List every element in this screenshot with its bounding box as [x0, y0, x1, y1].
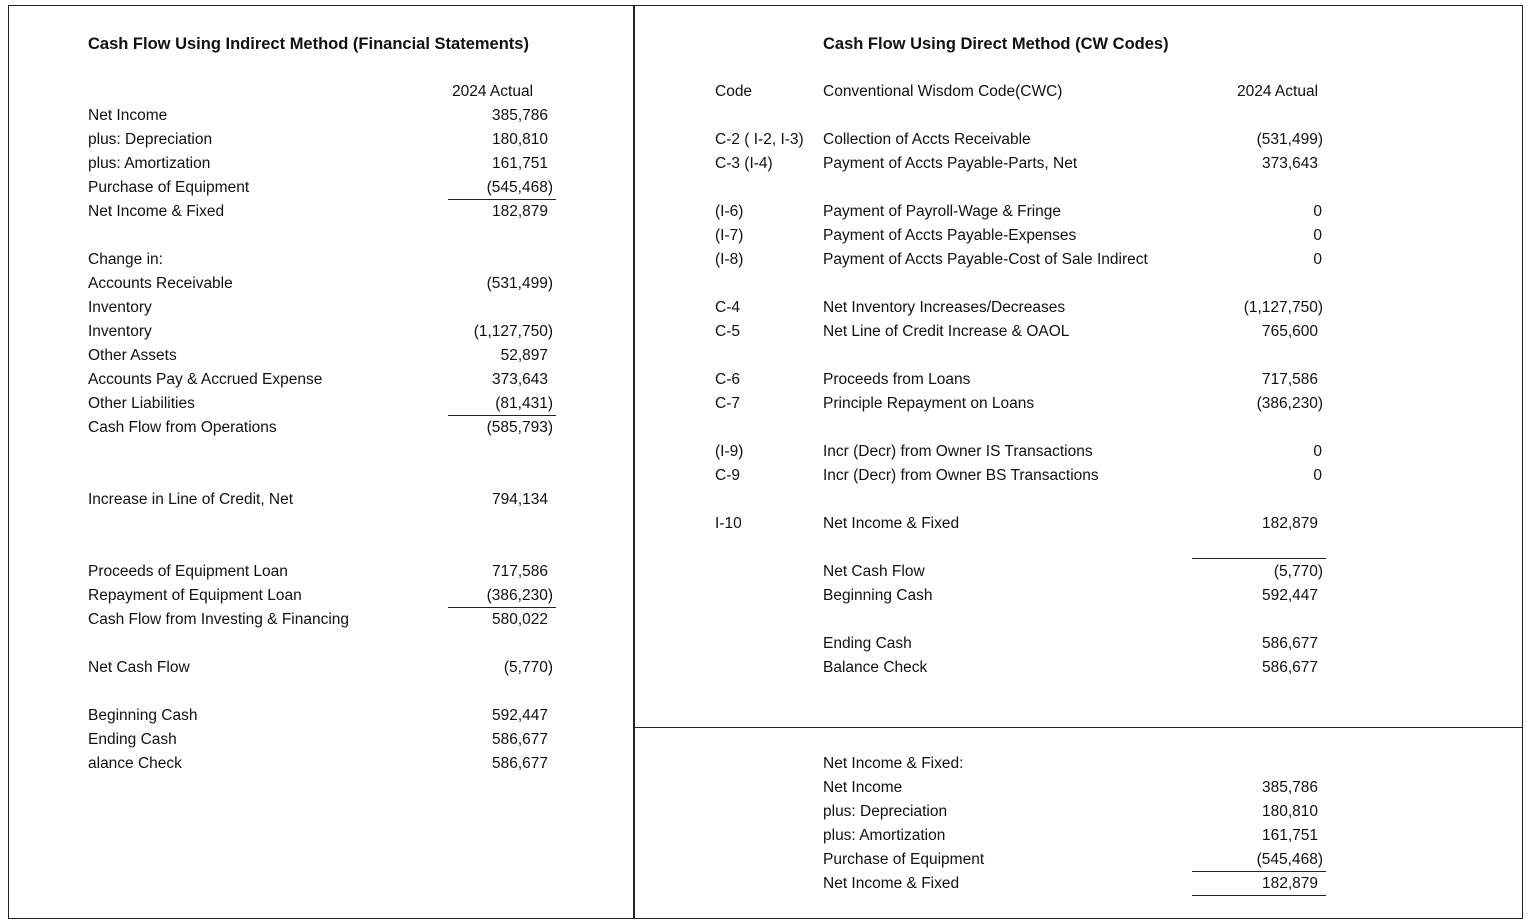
direct-value: 0	[1313, 251, 1322, 268]
indirect-title: Cash Flow Using Indirect Method (Financial Statements)	[88, 35, 529, 53]
direct-desc: Incr (Decr) from Owner IS Transactions	[823, 443, 1093, 460]
direct-desc: Net Income & Fixed	[823, 515, 960, 532]
indirect-value: 180,810	[491, 131, 548, 148]
direct-value: (1,127,750)	[1243, 299, 1323, 316]
nif-value: 385,786	[1261, 779, 1318, 796]
indirect-value: (545,468)	[486, 179, 553, 196]
indirect-value: (81,431)	[495, 395, 553, 412]
direct-desc: Payment of Accts Payable-Expenses	[823, 227, 1077, 244]
indirect-label: Net Income & Fixed	[88, 203, 225, 220]
indirect-label: Other Liabilities	[88, 395, 195, 412]
indirect-value: 717,586	[491, 563, 548, 580]
summary-label: Net Cash Flow	[823, 563, 925, 580]
direct-code: (I-6)	[715, 203, 744, 220]
direct-desc: Net Line of Credit Increase & OAOL	[823, 323, 1070, 340]
indirect-label: Repayment of Equipment Loan	[88, 587, 302, 604]
direct-desc: Payment of Payroll-Wage & Fringe	[823, 203, 1062, 220]
indirect-label: Increase in Line of Credit, Net	[88, 491, 294, 508]
direct-code: C-4	[715, 299, 740, 316]
indirect-value: (585,793)	[486, 419, 553, 436]
net-income-fixed-panel	[633, 727, 1523, 919]
underline	[1192, 895, 1326, 896]
direct-value: 717,586	[1261, 371, 1318, 388]
direct-code: C-6	[715, 371, 740, 388]
summary-label: Ending Cash	[823, 635, 912, 652]
direct-value: (386,230)	[1256, 395, 1323, 412]
underline	[448, 199, 556, 200]
direct-panel	[633, 5, 1523, 728]
indirect-value: 586,677	[491, 755, 548, 772]
indirect-value: 52,897	[500, 347, 548, 364]
nif-label: Net Income	[823, 779, 903, 796]
indirect-label: Ending Cash	[88, 731, 177, 748]
indirect-label: Inventory	[88, 323, 152, 340]
indirect-value: (5,770)	[503, 659, 553, 676]
indirect-value: 580,022	[491, 611, 548, 628]
direct-code: C-3 (I-4)	[715, 155, 773, 172]
indirect-col-header: 2024 Actual	[452, 83, 534, 100]
indirect-label: plus: Amortization	[88, 155, 211, 172]
nif-label: Net Income & Fixed	[823, 875, 960, 892]
nif-value: 180,810	[1261, 803, 1318, 820]
nif-value: 161,751	[1261, 827, 1318, 844]
indirect-value: (531,499)	[486, 275, 553, 292]
indirect-label: Proceeds of Equipment Loan	[88, 563, 288, 580]
direct-desc: Payment of Accts Payable-Cost of Sale Indirect	[823, 251, 1148, 268]
indirect-label: Net Income	[88, 107, 168, 124]
indirect-label: plus: Depreciation	[88, 131, 213, 148]
indirect-value: 592,447	[491, 707, 548, 724]
indirect-label: Net Cash Flow	[88, 659, 190, 676]
indirect-label: Cash Flow from Operations	[88, 419, 277, 436]
direct-code: C-9	[715, 467, 740, 484]
indirect-value: 794,134	[491, 491, 548, 508]
summary-value: 586,677	[1261, 659, 1318, 676]
indirect-value: 182,879	[491, 203, 548, 220]
indirect-label: Cash Flow from Investing & Financing	[88, 611, 350, 628]
cwc-header: Conventional Wisdom Code(CWC)	[823, 83, 1063, 100]
indirect-value: 385,786	[491, 107, 548, 124]
direct-desc: Proceeds from Loans	[823, 371, 971, 388]
direct-value: 0	[1313, 203, 1322, 220]
indirect-label: Beginning Cash	[88, 707, 198, 724]
nif-title: Net Income & Fixed:	[823, 755, 964, 772]
nif-label: plus: Depreciation	[823, 803, 948, 820]
direct-desc: Collection of Accts Receivable	[823, 131, 1031, 148]
indirect-label: alance Check	[88, 755, 182, 772]
nif-value: 182,879	[1261, 875, 1318, 892]
direct-value: 373,643	[1261, 155, 1318, 172]
summary-value: (5,770)	[1273, 563, 1323, 580]
direct-code: (I-8)	[715, 251, 744, 268]
direct-value: 0	[1313, 227, 1322, 244]
indirect-label: Purchase of Equipment	[88, 179, 250, 196]
nif-label: plus: Amortization	[823, 827, 946, 844]
indirect-value: (1,127,750)	[473, 323, 553, 340]
indirect-value: 373,643	[491, 371, 548, 388]
summary-label: Beginning Cash	[823, 587, 933, 604]
direct-value: (531,499)	[1256, 131, 1323, 148]
indirect-label: Accounts Receivable	[88, 275, 233, 292]
direct-code: (I-9)	[715, 443, 744, 460]
direct-desc: Principle Repayment on Loans	[823, 395, 1035, 412]
direct-title: Cash Flow Using Direct Method (CW Codes)	[823, 35, 1169, 53]
indirect-value: (386,230)	[486, 587, 553, 604]
indirect-label: Accounts Pay & Accrued Expense	[88, 371, 323, 388]
underline	[1192, 558, 1326, 559]
summary-value: 592,447	[1261, 587, 1318, 604]
nif-label: Purchase of Equipment	[823, 851, 985, 868]
direct-desc: Net Inventory Increases/Decreases	[823, 299, 1066, 316]
nif-value: (545,468)	[1256, 851, 1323, 868]
direct-code: C-2 ( I-2, I-3)	[715, 131, 804, 148]
code-header: Code	[715, 83, 753, 100]
actual-header: 2024 Actual	[1237, 83, 1319, 100]
direct-code: I-10	[715, 515, 742, 532]
underline	[448, 415, 556, 416]
direct-desc: Incr (Decr) from Owner BS Transactions	[823, 467, 1099, 484]
summary-label: Balance Check	[823, 659, 928, 676]
summary-value: 586,677	[1261, 635, 1318, 652]
indirect-value: 586,677	[491, 731, 548, 748]
underline	[448, 607, 556, 608]
direct-value: 765,600	[1261, 323, 1318, 340]
direct-code: (I-7)	[715, 227, 744, 244]
direct-value: 182,879	[1261, 515, 1318, 532]
direct-code: C-7	[715, 395, 740, 412]
underline	[1192, 871, 1326, 872]
direct-code: C-5	[715, 323, 740, 340]
indirect-value: 161,751	[491, 155, 548, 172]
indirect-label: Inventory	[88, 299, 152, 316]
direct-desc: Payment of Accts Payable-Parts, Net	[823, 155, 1078, 172]
change-in-label: Change in:	[88, 251, 163, 268]
direct-value: 0	[1313, 443, 1322, 460]
indirect-label: Other Assets	[88, 347, 177, 364]
direct-value: 0	[1313, 467, 1322, 484]
